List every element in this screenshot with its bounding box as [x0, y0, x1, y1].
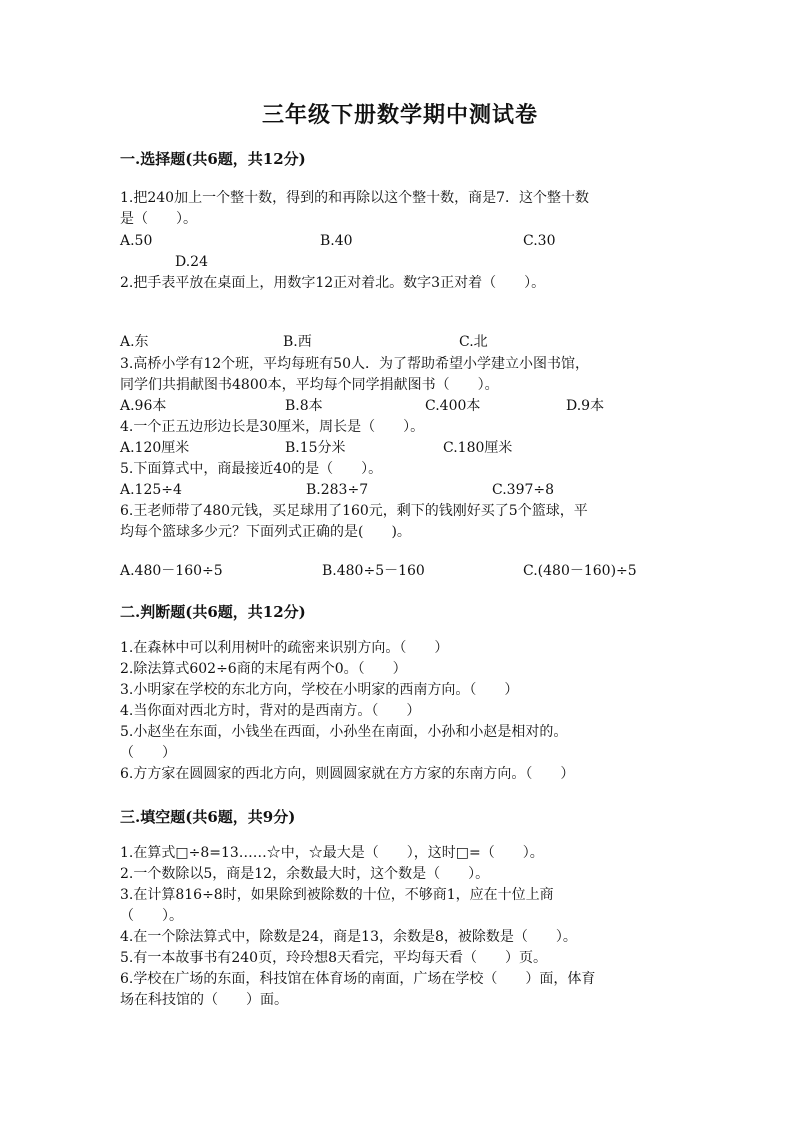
statement-line: 2.除法算式602÷6商的末尾有两个0。（ ） — [120, 661, 407, 677]
option-c: C.北 — [459, 334, 488, 350]
statement-line: 3.小明家在学校的东北方向，学校在小明家的西南方向。（ ） — [120, 682, 519, 698]
question-line: 2.把手表平放在桌面上，用数字12正对着北。数字3正对着（ ）。 — [120, 275, 546, 291]
question-line: 6.王老师带了480元钱，买足球用了160元，剩下的钱刚好买了5个篮球，平 — [120, 503, 588, 519]
fill-line: （ ）。 — [120, 908, 183, 924]
fill-line: 5.有一本故事书有240页，玲玲想8天看完，平均每天看（ ）页。 — [120, 950, 547, 966]
option-c: C.400本 — [425, 398, 481, 414]
question-line: 1.把240加上一个整十数，得到的和再除以这个整十数，商是7．这个整十数 — [120, 190, 589, 206]
section-heading-choice: 一.选择题(共6题，共12分) — [120, 150, 306, 168]
section-heading-fill: 三.填空题(共6题，共9分) — [120, 808, 296, 826]
option-b: B.283÷7 — [306, 482, 369, 498]
fill-line: 2.一个数除以5，商是12，余数最大时，这个数是（ ）。 — [120, 866, 490, 882]
statement-line: 4.当你面对西北方时，背对的是西南方。（ ） — [120, 703, 421, 719]
option-c: C.397÷8 — [492, 482, 555, 498]
option-a: A.96本 — [120, 398, 167, 414]
question-line: 均每个篮球多少元？下面列式正确的是( )。 — [120, 524, 411, 540]
option-d: D.24 — [175, 254, 208, 270]
fill-line: 6.学校在广场的东面，科技馆在体育场的南面，广场在学校（ ）面，体育 — [120, 971, 596, 987]
statement-line: （ ） — [120, 745, 176, 761]
option-b: B.西 — [283, 334, 312, 350]
fill-line: 场在科技馆的（ ）面。 — [120, 992, 288, 1008]
option-b: B.15分米 — [285, 440, 346, 456]
page-title: 三年级下册数学期中测试卷 — [261, 102, 538, 128]
option-c: C.30 — [523, 233, 556, 249]
option-b: B.8本 — [285, 398, 323, 414]
question-line: 是（ ）。 — [120, 211, 197, 227]
statement-line: 5.小赵坐在东面，小钱坐在西面，小孙坐在南面，小孙和小赵是相对的。 — [120, 724, 568, 740]
option-c: C.180厘米 — [443, 440, 513, 456]
option-b: B.40 — [320, 233, 353, 249]
section-heading-judge: 二.判断题(共6题，共12分) — [120, 603, 306, 621]
option-a: A.东 — [120, 334, 149, 350]
statement-line: 1.在森林中可以利用树叶的疏密来识别方向。（ ） — [120, 640, 449, 656]
fill-line: 1.在算式□÷8=13……☆中，☆最大是（ ），这时□=（ ）。 — [120, 845, 544, 861]
question-line: 5.下面算式中，商最接近40的是（ ）。 — [120, 461, 383, 477]
option-a: A.125÷4 — [120, 482, 182, 498]
fill-line: 4.在一个除法算式中，除数是24，商是13，余数是8，被除数是（ ）。 — [120, 929, 577, 945]
option-b: B.480÷5－160 — [322, 563, 425, 579]
option-c: C.(480－160)÷5 — [523, 563, 637, 579]
option-a: A.480－160÷5 — [120, 563, 223, 579]
question-line: 同学们共捐献图书4800本，平均每个同学捐献图书（ ）。 — [120, 377, 499, 393]
statement-line: 6.方方家在圆圆家的西北方向，则圆圆家就在方方家的东南方向。（ ） — [120, 766, 575, 782]
fill-line: 3.在计算816÷8时，如果除到被除数的十位，不够商1，应在十位上商 — [120, 887, 554, 903]
question-line: 4.一个正五边形边长是30厘米，周长是（ ）。 — [120, 419, 425, 435]
question-line: 3.高桥小学有12个班，平均每班有50人．为了帮助希望小学建立小图书馆， — [120, 356, 589, 372]
option-a: A.50 — [120, 233, 153, 249]
option-d: D.9本 — [566, 398, 605, 414]
option-a: A.120厘米 — [120, 440, 190, 456]
